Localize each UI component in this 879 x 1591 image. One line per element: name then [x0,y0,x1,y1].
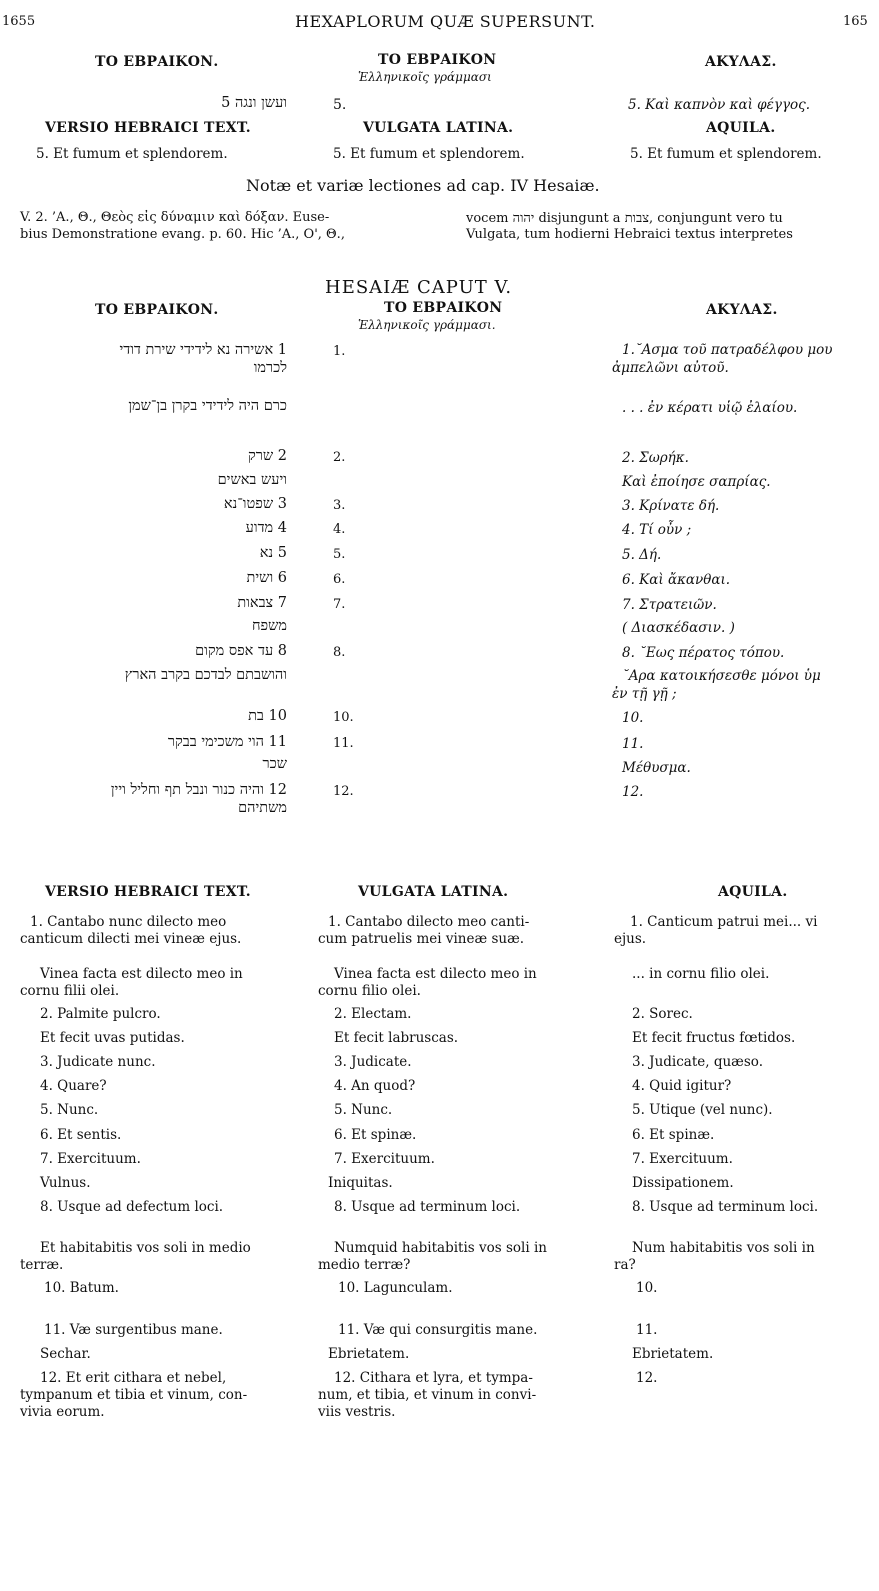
hebrew-text: משפח [251,618,287,634]
latin-hebrew-text: 2. Palmite pulcro. [40,1006,161,1022]
vulgata-text: 6. Et spinæ. [334,1127,417,1143]
latin-hebrew-text: Sechar. [40,1346,91,1362]
verse-number: 2. [333,450,346,465]
col-header-hebrew: ΤΟ ΕΒΡΑΙΚΟΝ. [95,54,219,70]
aquila-greek: Καὶ ἐποίησε σαπρίας. [622,474,771,490]
latin-hebrew-text: Et habitabitis vos soli in medio [40,1240,251,1256]
latin-hebrew-text: 8. Usque ad defectum loci. [40,1199,224,1215]
latin-header-aquila: AQUILA. [706,120,776,136]
note-left-line-1: V. 2. ’Α., Θ., Θεὸς εἰς δύναμιν καὶ δόξαν. Euse- [20,210,330,225]
hebrew-text-cont: משתיהם [238,800,287,816]
latin-header-aquila: AQUILA. [718,884,788,900]
vulgata-text: 11. Væ qui consurgitis mane. [338,1322,538,1338]
latin-line-vulgata: 5. Et fumum et splendorem. [333,146,525,162]
latin-hebrew-text-cont: terræ. [20,1257,64,1273]
aquila-latin-text: Dissipationem. [632,1175,734,1191]
vulgata-text-cont: medio terræ? [318,1257,411,1273]
running-title: HEXAPLORUM QUÆ SUPERSUNT. [295,12,596,31]
translit-line: 5. [333,97,347,113]
verse-number: 6. [333,572,346,587]
aquila-latin-text: ... in cornu filio olei. [632,966,770,982]
aquila-latin-text: 7. Exercituum. [632,1151,733,1167]
aquila-latin-text: 10. [636,1280,658,1296]
chapter-col-header-aquila: ΑΚΥΛΑΣ. [706,302,778,318]
verse-number: 8. [333,645,346,660]
vulgata-text: 4. An quod? [334,1078,416,1094]
aquila-latin-text: 4. Quid igitur? [632,1078,732,1094]
aquila-latin-text: 1. Canticum patrui mei... vi [630,914,818,930]
verse-number: 12. [333,784,354,799]
hebrew-text: 11 הוי משכימי בבקר [167,734,287,750]
hebrew-text: והושבתם לבדכם בקרב הארץ [124,667,287,683]
latin-header-vulgata: VULGATA LATINA. [363,120,514,136]
latin-hebrew-text: 4. Quare? [40,1078,107,1094]
hebrew-text-cont: לכרמו [253,360,287,376]
aquila-latin-text: 5. Utique (vel nunc). [632,1102,773,1118]
latin-hebrew-text-cont: tympanum et tibia et vinum, con- [20,1387,248,1403]
latin-hebrew-text-cont: canticum dilecti mei vineæ ejus. [20,931,242,947]
vulgata-text: Numquid habitabitis vos soli in [334,1240,547,1256]
latin-hebrew-text: 12. Et erit cithara et nebel, [40,1370,227,1386]
hebrew-text: 10 בת [248,708,287,724]
col-header-aquila: ΑΚΥΛΑΣ. [705,54,777,70]
verse-number: 3. [333,498,346,513]
vulgata-text-cont: viis vestris. [318,1404,396,1420]
latin-hebrew-text: 1. Cantabo nunc dilecto meo [30,914,227,930]
aquila-greek: 3. Κρίνατε δή. [622,498,720,514]
aquila-greek: . . . ἐν κέρατι υἱῷ ἐλαίου. [622,400,798,416]
hebrew-line: ועשן ונגה 5 [221,95,287,111]
aquila-greek: 2. Σωρήκ. [622,450,689,466]
vulgata-text: 3. Judicate. [334,1054,412,1070]
aquila-latin-text: 8. Usque ad terminum loci. [632,1199,819,1215]
verse-number: 4. [333,522,346,537]
latin-hebrew-text: 11. Væ surgentibus mane. [44,1322,223,1338]
latin-line-hebrew: 5. Et fumum et splendorem. [36,146,228,162]
verse-number: 1. [333,344,346,359]
vulgata-text-cont: cum patruelis mei vineæ suæ. [318,931,525,947]
chapter-col-header-translit: ΤΟ ΕΒΡΑΙΚΟΝ [384,300,503,316]
vulgata-text: Iniquitas. [328,1175,393,1191]
hebrew-text: 3 שפטו־נא [223,496,287,512]
aquila-greek: 6. Καὶ ἄκανθαι. [622,572,731,588]
aquila-greek: ˘Αρα κατοικήσεσθε μόνοι ὑμ [622,668,821,684]
latin-hebrew-text: 6. Et sentis. [40,1127,122,1143]
aquila-latin-text: Et fecit fructus fœtidos. [632,1030,796,1046]
aquila-greek: 8. ˘Εως πέρατος τόπου. [622,645,785,661]
note-right-line-1: vocem יהוה disjungunt a צבות, conjungunt vero tu [466,211,783,226]
vulgata-text: 2. Electam. [334,1006,412,1022]
vulgata-text: 1. Cantabo dilecto meo canti- [328,914,530,930]
aquila-latin-text: 11. [636,1322,658,1338]
aquila-greek-cont: ἐν τῇ γῇ ; [612,686,677,702]
verse-number: 11. [333,736,354,751]
verse-number: 5. [333,547,346,562]
aquila-greek: 4. Τί οὖν ; [622,522,692,538]
aquila-greek: 5. Δή. [622,547,662,563]
aquila-latin-text: 3. Judicate, quæso. [632,1054,763,1070]
vulgata-text-cont: cornu filio olei. [318,983,421,999]
latin-hebrew-text: 3. Judicate nunc. [40,1054,156,1070]
vulgata-text: Vinea facta est dilecto meo in [334,966,537,982]
note-right-line-2: Vulgata, tum hodierni Hebraici textus interpretes [466,227,793,242]
verse-number: 7. [333,597,346,612]
aquila-greek: 1.˘Ασμα τοῦ πατραδέλφου μου [622,342,833,358]
latin-header-hebrew: VERSIO HEBRAICI TEXT. [45,120,251,136]
hebrew-text: 8 עד אפס מקום [195,643,287,659]
hebrew-text: 2 שרק [248,448,287,464]
aquila-greek: ( Διασκέδασιν. ) [622,620,735,636]
vulgata-text-cont: num, et tibia, et vinum in convi- [318,1387,537,1403]
latin-header-hebrew: VERSIO HEBRAICI TEXT. [45,884,251,900]
hebrew-text: 1 אשירה נא לידידי שירת דודי [119,342,287,358]
vulgata-text: 12. Cithara et lyra, et tympa- [334,1370,533,1386]
chapter-title: HESAIÆ CAPUT V. [325,277,513,298]
hebrew-text: שכר [262,756,287,772]
aquila-latin-text: 2. Sorec. [632,1006,693,1022]
hebrew-text: כרם היה לידידי בקרן בן־שמן [128,398,287,414]
vulgata-text: Ebrietatem. [328,1346,410,1362]
latin-line-aquila: 5. Et fumum et splendorem. [630,146,822,162]
page-number-left: 1655 [2,14,36,29]
col-header-translit: ΤΟ ΕΒΡΑΙΚΟΝ [378,52,497,68]
aquila-latin-text: 12. [636,1370,658,1386]
aquila-greek: 7. Στρατειῶν. [622,597,717,613]
hebrew-text: 5 נא [259,545,287,561]
notes-title: Notæ et variæ lectiones ad cap. IV Hesaiæ. [246,176,600,195]
aquila-latin-text: 6. Et spinæ. [632,1127,715,1143]
chapter-col-subheader-translit: Ἑλληνικοῖς γράμμασι. [358,318,496,332]
aquila-greek-cont: ἀμπελῶνι αὐτοῦ. [612,360,729,376]
latin-hebrew-text: 5. Nunc. [40,1102,99,1118]
hebrew-text: 7 צבאות [237,595,287,611]
col-subheader-translit: Ἑλληνικοῖς γράμμασι [358,70,492,84]
vulgata-text: 7. Exercituum. [334,1151,435,1167]
aquila-latin-text: Ebrietatem. [632,1346,714,1362]
hebrew-text: 12 והיה כנור ונבל תף וחליל ויין [110,782,287,798]
latin-hebrew-text: Vulnus. [40,1175,91,1191]
latin-hebrew-text: Et fecit uvas putidas. [40,1030,185,1046]
vulgata-text: 10. Lagunculam. [338,1280,453,1296]
chapter-col-header-hebrew: ΤΟ ΕΒΡΑΙΚΟΝ. [95,302,219,318]
page-number-right: 165 [843,14,868,29]
aquila-greek: 12. [622,784,644,800]
hebrew-text: 6 ושית [246,570,287,586]
vulgata-text: 8. Usque ad terminum loci. [334,1199,521,1215]
latin-hebrew-text: Vinea facta est dilecto meo in [40,966,243,982]
hebrew-text: ויעש באשים [217,472,287,488]
latin-header-vulgata: VULGATA LATINA. [358,884,509,900]
latin-hebrew-text-cont: cornu filii olei. [20,983,120,999]
aquila-latin-text-cont: ra? [614,1257,636,1273]
aquila-latin-text: Num habitabitis vos soli in [632,1240,815,1256]
vulgata-text: 5. Nunc. [334,1102,393,1118]
latin-hebrew-text: 10. Batum. [44,1280,119,1296]
hebrew-text: 4 מדוע [245,520,287,536]
vulgata-text: Et fecit labruscas. [334,1030,459,1046]
note-left-line-2: bius Demonstratione evang. p. 60. Hic ’Α., Ο', Θ., [20,227,345,242]
aquila-greek: 11. [622,736,644,752]
aquila-greek: Μέθυσμα. [622,760,691,776]
aquila-greek: 10. [622,710,644,726]
latin-hebrew-text: 7. Exercituum. [40,1151,141,1167]
verse-number: 10. [333,710,354,725]
aquila-line: 5. Καὶ καπνὸν καὶ φέγγος. [628,97,810,113]
latin-hebrew-text-cont: vivia eorum. [20,1404,105,1420]
aquila-latin-text-cont: ejus. [614,931,647,947]
